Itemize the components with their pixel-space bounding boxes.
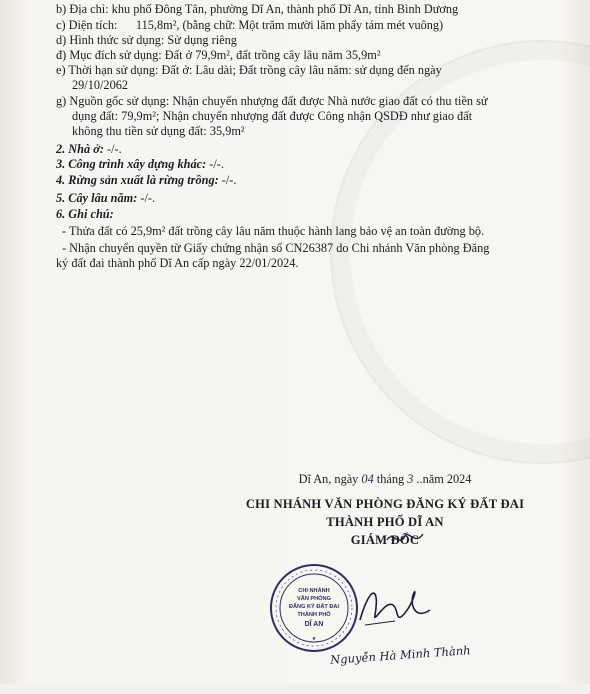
house-label: 2. Nhà ở: [56,142,104,156]
purpose-label: đ) Mục đích sử dụng: [56,48,162,62]
origin-line-3: không thu tiền sử dụng đất: 35,9m² [72,124,245,138]
construction-line [56,157,224,172]
term-label: e) Thời hạn sử dụng: [56,63,159,77]
perennial-line [56,191,155,206]
date-year: năm 2024 [422,472,472,486]
official-stamp [268,562,360,654]
date-prefix: Dĩ An, ngày [298,472,359,486]
stamp-line-3: ĐĂNG KÝ ĐẤT ĐAI [288,604,340,610]
stamp-star: ★ [311,636,317,642]
area-line [56,18,443,33]
usage-form-label: d) Hình thức sử dụng: [56,33,165,47]
origin-label: g) Nguồn gốc sử dụng: [56,94,170,108]
purpose-line [56,48,381,63]
term-value: Đất ở: Lâu dài; Đất trồng cây lâu năm: sử dụng đến ngày [161,63,442,77]
bottom-bar [0,684,590,694]
origin-line-2: dụng đất: 79,9m²; Nhận chuyển nhượng đất được Công nhận QSDĐ như giao đất [72,109,473,123]
area-value: 115,8m², (bằng chữ: Một trăm mười lăm phẩy tám mét vuông) [135,18,444,32]
date-day: 04 [361,472,374,486]
notes-heading [56,207,114,222]
signature-scribble [355,575,435,635]
area-label: c) Diện tích: [56,18,118,32]
purpose-value: Đất ở 79,9m², đất trồng cây lâu năm 35,9m² [164,48,381,62]
term-line [56,63,442,78]
note-2b: ký đất đai thành phố Dĩ An cấp ngày 22/01/2024. [56,256,299,270]
stamp-line-1: CHI NHÁNH [298,588,330,594]
address-label: b) Địa chỉ: [56,2,109,16]
usage-form-line [56,33,237,48]
note-1: - Thửa đất có 25,9m² đất trồng cây lâu năm thuộc hành lang bảo vệ an toàn đường bộ. [62,224,485,238]
org-line-2: THÀNH PHỐ DĨ AN [326,515,444,529]
date-month-word: tháng [376,472,405,486]
signer-name: Nguyễn Hà Minh Thành [329,643,472,667]
address-value: khu phố Đông Tân, phường Dĩ An, thành phố Dĩ An, tỉnh Bình Dương [111,2,459,16]
house-value: -/-. [107,142,122,156]
stamp-line-4: THÀNH PHỐ [297,612,331,618]
stamp-line-2: VĂN PHÒNG [297,596,331,602]
position-title: GIÁM ĐỐC [350,533,420,547]
construction-label: 3. Công trình xây dựng khác: [56,157,207,171]
origin-value: Nhận chuyển nhượng đất được Nhà nước giao đất có thu tiền sử [172,94,488,108]
construction-value: -/-. [209,157,224,171]
term-line-2: 29/10/2062 [72,78,129,92]
address-line [56,2,458,17]
perennial-label: 5. Cây lâu năm: [56,191,138,205]
org-line-1: CHI NHÁNH VĂN PHÒNG ĐĂNG KÝ ĐẤT ĐAI [245,497,525,511]
forest-value: -/-. [221,173,237,187]
date-line: Dĩ An, ngày 04 tháng 3 ..năm 2024 [298,472,472,486]
perennial-value: -/-. [140,191,156,205]
stamp-line-5: DĨ AN [304,621,324,628]
note-2: - Nhận chuyển quyền từ Giấy chứng nhận số CN26387 do Chi nhánh Văn phòng Đăng [62,241,490,255]
house-line [56,142,122,157]
forest-label: 4. Rừng sản xuất là rừng trồng: [56,173,219,187]
initials-scribble [385,528,425,550]
date-month: 3 [407,472,414,486]
notes-label: 6. Ghi chú: [56,207,114,221]
usage-form-value: Sử dụng riêng [167,33,237,47]
origin-line [56,94,488,109]
forest-line [56,173,236,188]
